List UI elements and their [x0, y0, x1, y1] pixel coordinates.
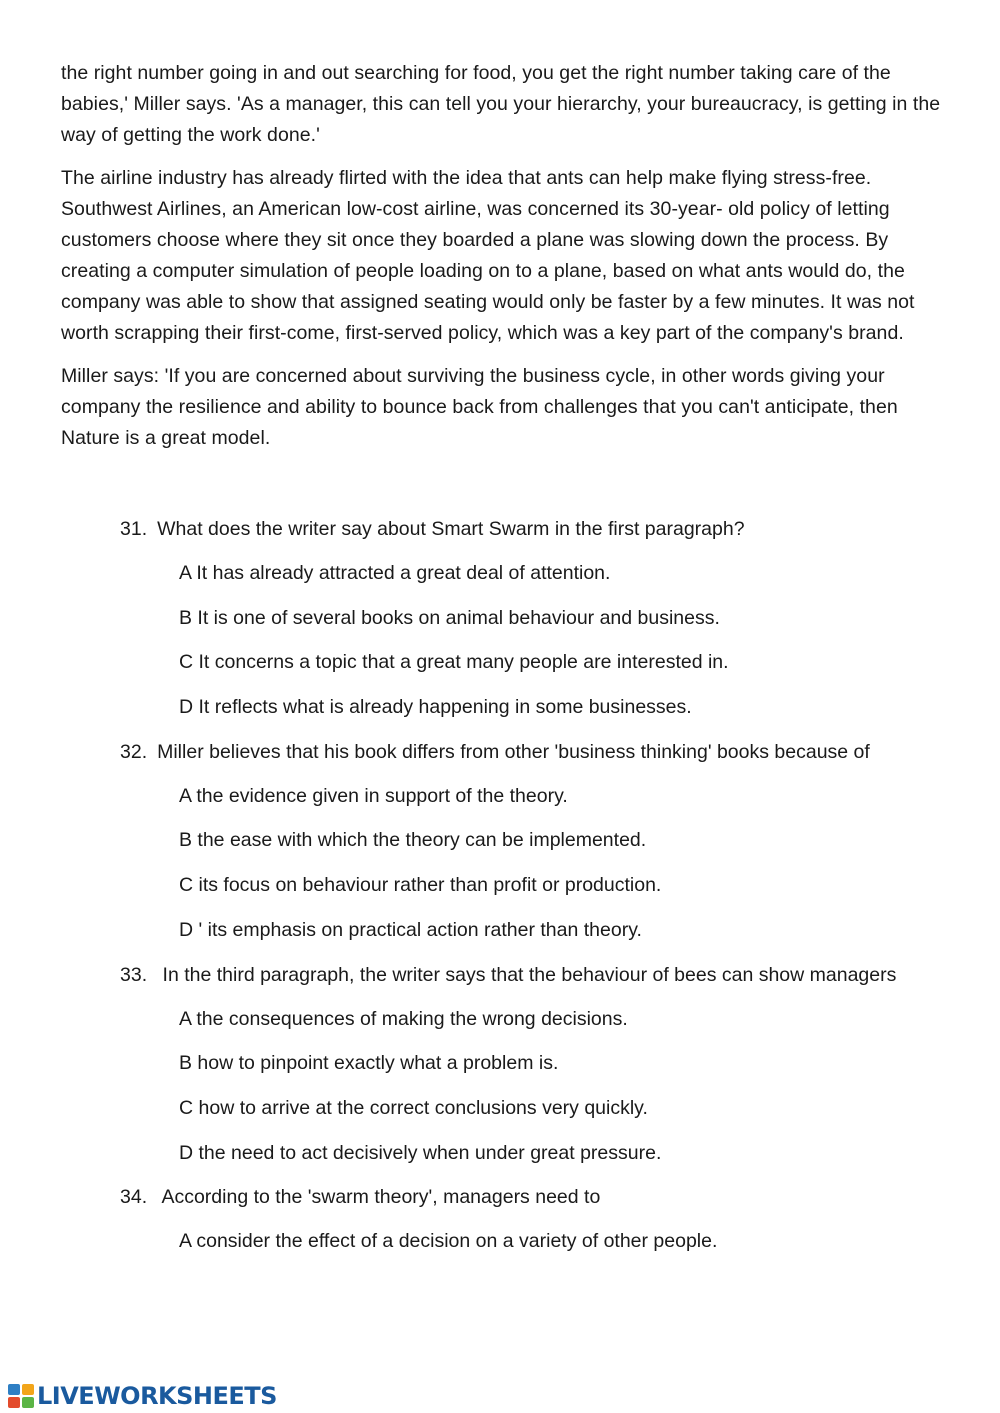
passage-paragraph: the right number going in and out searching for food, you get the right number taking care of the babies,' Miller says. 'As a manager, this can tell you your hierarchy, your bureaucracy, is getting in the way of getting the work done.' [61, 62, 941, 146]
answer-option[interactable]: C It concerns a topic that a great many people are interested in. [179, 651, 729, 674]
question-text: What does the writer say about Smart Swarm in the first paragraph? [157, 518, 745, 540]
question-stem [120, 514, 941, 545]
answer-option[interactable]: D It reflects what is already happening in some businesses. [179, 696, 692, 719]
question-31 [120, 514, 941, 723]
answer-option[interactable]: D the need to act decisively when under great pressure. [179, 1141, 662, 1164]
question-text: In the third paragraph, the writer says that the behaviour of bees can show managers [157, 963, 897, 986]
question-number: 31. [120, 518, 148, 540]
answer-option[interactable]: A It has already attracted a great deal of attention. [179, 562, 611, 584]
passage [61, 58, 941, 454]
question-list [61, 514, 941, 1257]
answer-option[interactable]: B how to pinpoint exactly what a problem is. [179, 1052, 559, 1075]
question-stem [120, 737, 941, 768]
question-number: 33. [120, 963, 148, 986]
question-number: 32. [120, 740, 148, 763]
answer-option[interactable]: C its focus on behaviour rather than profit or production. [179, 874, 662, 897]
question-33 [120, 960, 941, 1169]
answer-option[interactable]: C how to arrive at the correct conclusions very quickly. [179, 1096, 648, 1119]
answer-option[interactable]: A the consequences of making the wrong decisions. [179, 1007, 628, 1030]
passage-paragraph: The airline industry has already flirted with the idea that ants can help make flying stress-free. Southwest Airlines, an American low-cost airline, was concerned its 30-year- old policy of letting customers choose where they sit once they boarded a plane was slowing down the process. By creating a computer simulation of people loading on to a plane, based on what ants would do, the company was able to show that assigned seating would only be faster by a few minutes. It was not worth scrapping their first-come, first-served policy, which was a key part of the company's brand. [61, 167, 915, 344]
worksheet-page [61, 58, 941, 1271]
question-number: 34. [120, 1186, 148, 1209]
liveworksheets-logo [8, 1381, 277, 1411]
answer-option[interactable]: A the evidence given in support of the theory. [179, 784, 568, 807]
question-34 [120, 1182, 941, 1257]
answer-option[interactable]: D ' its emphasis on practical action rather than theory. [179, 918, 642, 941]
answer-option[interactable]: B It is one of several books on animal behaviour and business. [179, 606, 720, 629]
logo-squares-icon [8, 1384, 34, 1408]
answer-option[interactable]: A consider the effect of a decision on a variety of other people. [179, 1230, 718, 1253]
logo-text: LIVEWORKSHEETS [37, 1382, 277, 1410]
question-32 [120, 737, 941, 946]
answer-option[interactable]: B the ease with which the theory can be implemented. [179, 829, 647, 852]
question-text: According to the 'swarm theory', managers need to [157, 1186, 601, 1209]
passage-paragraph: Miller says: 'If you are concerned about surviving the business cycle, in other words giving your company the resilience and ability to bounce back from challenges that you can't anticipate, then Nature is a great model. [61, 365, 898, 449]
question-text: Miller believes that his book differs from other 'business thinking' books because of [157, 740, 870, 763]
question-stem [120, 1182, 941, 1213]
question-stem [120, 960, 941, 991]
